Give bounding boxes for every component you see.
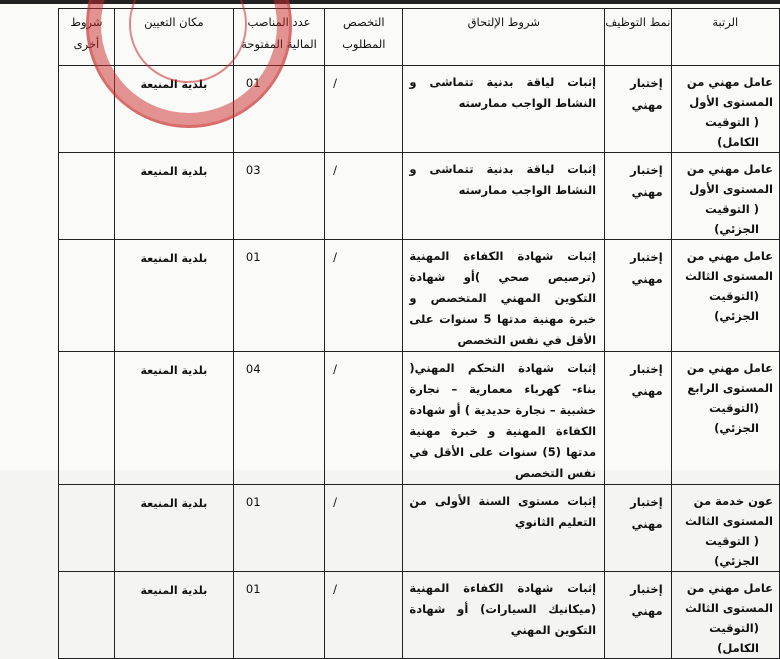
posts-cell: 01 — [233, 485, 324, 572]
rank-time: (التوقيت الجزئي) — [709, 289, 759, 323]
specialty-cell: / — [325, 572, 403, 659]
rank-cell — [671, 153, 779, 240]
posts-cell: 03 — [233, 153, 324, 240]
mode-cell: إختبار مهني — [605, 352, 672, 485]
conditions-cell: إثبات شهادة التحكم المهني( بناء- كهرباء معمارية – نجارة خشبية – نجارة حديدية ) أو شهادة الكفاءة المهنية و خبرة مهنية مدتها (5) سنوات على الأقل في نفس التخصص — [403, 352, 605, 485]
rank-cell — [671, 572, 779, 659]
header-specialty: التخصص المطلوب — [325, 9, 403, 66]
rank-cell — [671, 240, 779, 352]
other-cell — [59, 66, 115, 153]
recruitment-table — [58, 8, 780, 659]
conditions-cell: إثبات لياقة بدنية تتماشى و النشاط الواجب ممارسته — [403, 153, 605, 240]
place-cell: بلدية المنيعة — [114, 66, 233, 153]
other-cell — [59, 240, 115, 352]
rank-cell — [671, 485, 779, 572]
specialty-cell: / — [325, 153, 403, 240]
posts-cell: 01 — [233, 572, 324, 659]
header-posts: عدد المناصب المالية المفتوحة — [233, 9, 324, 66]
place-cell: بلدية المنيعة — [114, 485, 233, 572]
place-cell: بلدية المنيعة — [114, 153, 233, 240]
table-row — [59, 153, 780, 240]
table-header-row — [59, 9, 780, 66]
header-place: مكان التعيين — [114, 9, 233, 66]
table-row — [59, 66, 780, 153]
header-rank: الرتبة — [671, 9, 779, 66]
rank-cell — [671, 352, 779, 485]
posts-cell: 04 — [233, 352, 324, 485]
rank-title: عامل مهني من المستوى الأول — [686, 75, 773, 109]
table-row — [59, 572, 780, 659]
table-row — [59, 485, 780, 572]
top-border-line — [0, 0, 780, 4]
specialty-cell: / — [325, 66, 403, 153]
specialty-cell: / — [325, 240, 403, 352]
rank-time: (التوقيت الجزئي) — [709, 401, 759, 435]
place-cell: بلدية المنيعة — [114, 572, 233, 659]
rank-time: ( التوقيت الجزئي) — [705, 202, 759, 236]
specialty-cell: / — [325, 485, 403, 572]
conditions-cell: إثبات شهادة الكفاءة المهنية (ميكانيك السيارات) أو شهادة التكوين المهني — [403, 572, 605, 659]
rank-title: عامل مهني من المستوى الثالث — [685, 581, 773, 615]
specialty-cell: / — [325, 352, 403, 485]
header-mode: نمط التوظيف — [605, 9, 672, 66]
rank-time: ( التوقيت الجزئي) — [705, 534, 759, 568]
mode-cell: إختبار مهني — [605, 153, 672, 240]
place-cell: بلدية المنيعة — [114, 240, 233, 352]
mode-cell: إختبار مهني — [605, 572, 672, 659]
other-cell — [59, 153, 115, 240]
rank-title: عامل مهني من المستوى الثالث — [685, 249, 773, 283]
table-row — [59, 240, 780, 352]
table-row — [59, 352, 780, 485]
rank-title: عامل مهني من المستوى الأول — [686, 162, 773, 196]
header-other: شروط أخرى — [59, 9, 115, 66]
place-cell: بلدية المنيعة — [114, 352, 233, 485]
rank-title: عامل مهني من المستوى الرابع — [686, 361, 773, 395]
header-conditions: شروط الإلتحاق — [403, 9, 605, 66]
rank-time: ( التوقيت الكامل) — [705, 115, 759, 149]
mode-cell: إختبار مهني — [605, 66, 672, 153]
posts-cell: 01 — [233, 66, 324, 153]
conditions-cell: إثبات مستوى السنة الأولى من التعليم الثانوي — [403, 485, 605, 572]
rank-title: عون خدمة من المستوى الثالث — [685, 494, 773, 528]
rank-time: (التوقيت الكامل) — [709, 621, 759, 655]
mode-cell: إختبار مهني — [605, 485, 672, 572]
rank-cell — [671, 66, 779, 153]
conditions-cell: إثبات شهادة الكفاءة المهنية (ترصيص صحي )أو شهادة التكوين المهني المتخصص و خبرة مهنية مدتها 5 سنوات على الأقل في نفس التخصص — [403, 240, 605, 352]
posts-cell: 01 — [233, 240, 324, 352]
mode-cell: إختبار مهني — [605, 240, 672, 352]
other-cell — [59, 485, 115, 572]
conditions-cell: إثبات لياقة بدنية تتماشى و النشاط الواجب ممارسته — [403, 66, 605, 153]
other-cell — [59, 352, 115, 485]
other-cell — [59, 572, 115, 659]
